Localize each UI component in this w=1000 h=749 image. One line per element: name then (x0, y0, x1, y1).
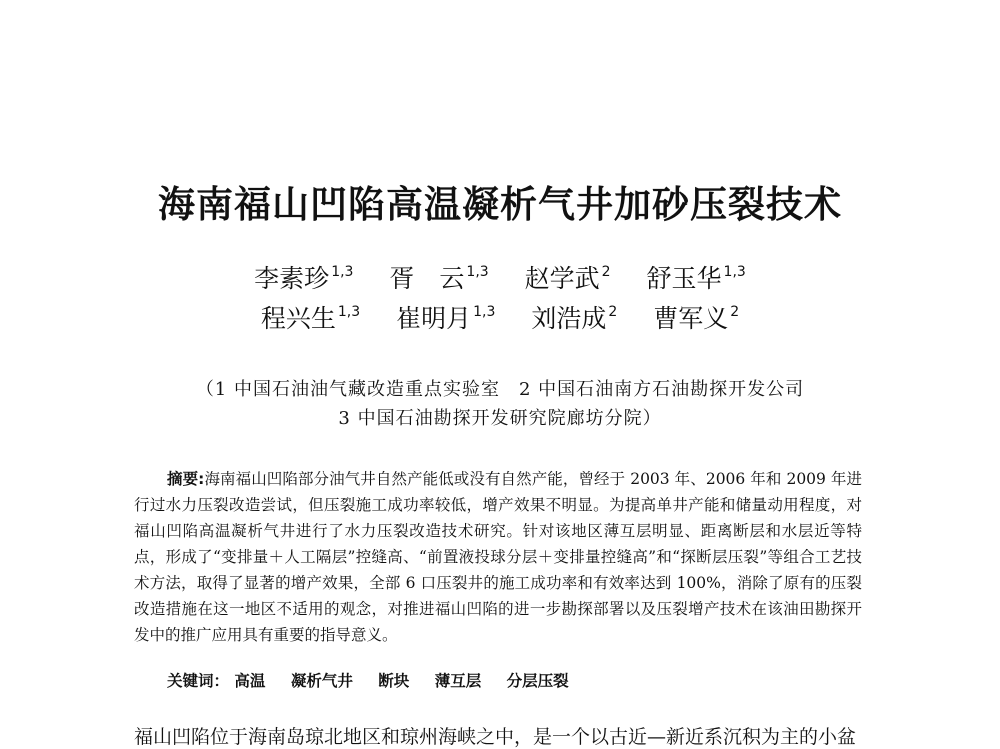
author (396, 299, 495, 335)
author-affiliation-mark: 2 (601, 264, 611, 280)
authors-line-1 (0, 259, 1000, 295)
author (525, 259, 611, 295)
author (531, 299, 617, 335)
abstract (134, 466, 862, 648)
keyword: 凝析气井 (290, 672, 353, 690)
body-paragraph: 福山凹陷位于海南岛琼北地区和琼州海峡之中，是一个以古近—新近系沉积为主的小盆 (134, 726, 857, 748)
author-name: 崔明月 (396, 304, 472, 333)
author-affiliation-mark: 2 (608, 304, 618, 320)
keywords (167, 669, 589, 691)
authors-line-2 (0, 299, 1000, 335)
abstract-text: 海南福山凹陷部分油气井自然产能低或没有自然产能，曾经于 2003 年、2006 年和 2009 年进行过水力压裂改造尝试，但压裂施工成功率较低，增产效果不明显。为提高单井产能和储量动用程度，对福山凹陷高温凝析气井进行了水力压裂改造技术研究。针对该地区薄互层明显、距离断层和水层近等特点，形成了“变排量＋人工隔层”控缝高、“前置液投球分层＋变排量控缝高”和“探断层压裂”等组合工艺技术方法，取得了显著的增产效果，全部 6 口压裂井的施工成功率和有效率达到 100%，消除了原有的压裂改造措施在这一地区不适用的观念，对推进福山凹陷的进一步勘探部署以及压裂增产技术在该油田勘探开发中的推广应用具有重要的指导意义。 (134, 470, 862, 644)
keywords-label: 关键词： (167, 672, 230, 690)
author (653, 299, 739, 335)
author-name: 曹军义 (653, 304, 729, 333)
keyword: 断块 (378, 672, 410, 690)
affiliation-line-2: 3 中国石油勘探开发研究院廊坊分院） (338, 408, 662, 429)
author-affiliation-mark: 1,3 (723, 264, 746, 280)
author-name: 刘浩成 (531, 304, 607, 333)
author (647, 259, 746, 295)
author-name: 赵学武 (524, 264, 600, 293)
author-name: 程兴生 (260, 304, 336, 333)
author-affiliation-mark: 1,3 (337, 304, 361, 320)
author-name: 舒玉华 (646, 264, 722, 293)
author (254, 259, 353, 295)
author-name: 李素珍 (254, 264, 330, 293)
author-affiliation-mark: 1,3 (466, 264, 489, 280)
author-affiliation-mark: 1,3 (331, 264, 354, 280)
paper-title: 海南福山凹陷高温凝析气井加砂压裂技术 (158, 183, 842, 226)
abstract-label: 摘要: (167, 470, 205, 488)
author-affiliation-mark: 2 (730, 304, 740, 320)
keyword: 高温 (234, 672, 266, 690)
author-name: 胥 云 (389, 264, 465, 293)
affiliation-line-1: （1 中国石油油气藏改造重点实验室 2 中国石油南方石油勘探开发公司 (195, 379, 805, 400)
author (261, 299, 360, 335)
author-affiliation-mark: 1,3 (473, 304, 496, 320)
keyword: 分层压裂 (506, 672, 569, 690)
author (389, 259, 488, 295)
keyword: 薄互层 (434, 672, 482, 690)
